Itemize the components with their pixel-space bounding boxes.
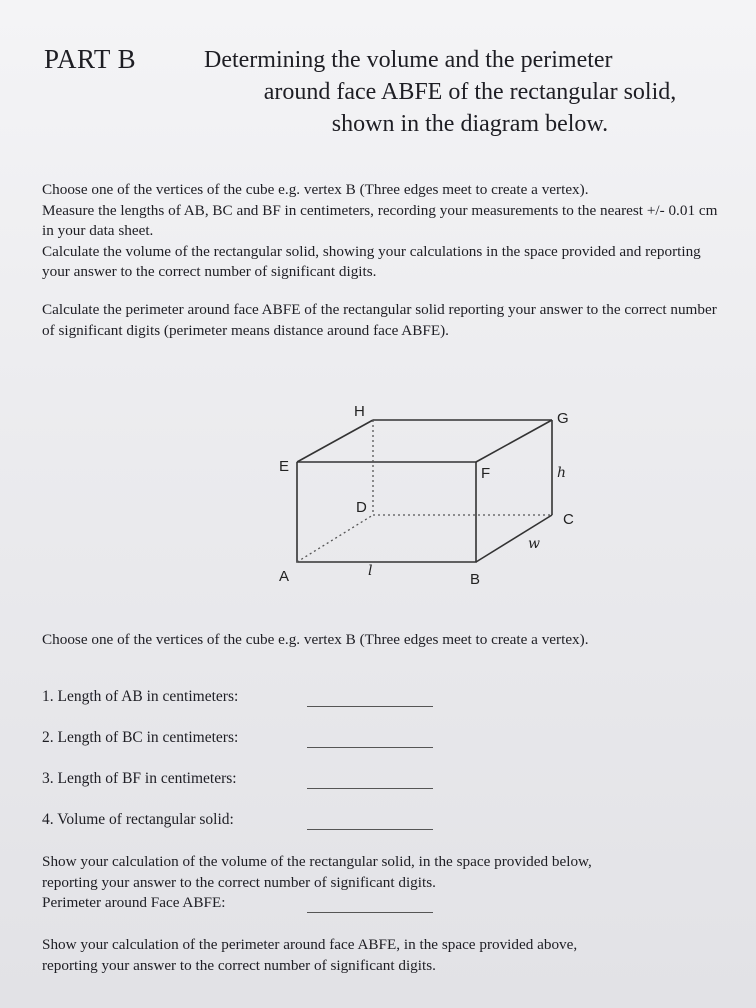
question-bf-length — [42, 770, 462, 811]
question-bc-length — [42, 729, 462, 770]
question-ab-length — [42, 688, 462, 729]
repeat-vertex-instruction: Choose one of the vertices of the cube e.g. vertex B (Three edges meet to create a vertex). — [42, 631, 589, 648]
edge-EH — [297, 420, 373, 462]
handwritten-height-label: h — [557, 465, 567, 481]
perimeter-note-line-1: Show your calculation of the perimeter around face ABFE, in the space provided above, — [42, 936, 578, 953]
instruction-volume: Calculate the volume of the rectangular solid, showing your calculations in the space provided and reporting your answer to the correct number of significant digits. — [42, 242, 701, 280]
answer-blank-bf[interactable] — [307, 788, 433, 789]
perimeter-note-line-2: reporting your answer to the correct number of significant digits. — [42, 956, 436, 974]
answer-blank-bc[interactable] — [307, 747, 433, 748]
part-label: PART B — [44, 44, 137, 74]
instructions-paragraph — [42, 180, 732, 283]
vertex-label-H: H — [354, 403, 365, 420]
answer-blank-ab[interactable] — [307, 706, 433, 707]
answer-blank-volume[interactable] — [307, 829, 433, 830]
rectangular-solid-diagram — [270, 396, 590, 596]
title-line-2: around face ABFE of the rectangular solid, — [263, 79, 677, 105]
answer-blank-perimeter[interactable] — [307, 912, 433, 913]
volume-note-line-1: Show your calculation of the volume of the rectangular solid, in the space provided below, — [42, 853, 592, 870]
edge-FG — [476, 420, 552, 462]
question-label: 3. Length of BF in centimeters: — [42, 770, 237, 787]
perimeter-instruction: Calculate the perimeter around face ABFE of the rectangular solid reporting your answer to the correct number of significant digits (perimeter means distance around face ABFE). — [42, 301, 717, 339]
hidden-edge-AD — [297, 515, 373, 562]
page-title — [200, 44, 740, 140]
vertex-label-B: B — [470, 571, 481, 588]
edge-BC — [476, 515, 552, 562]
perimeter-calculation-note — [42, 935, 732, 976]
instruction-measure: Measure the lengths of AB, BC and BF in centimeters, recording your measurements to the nearest +/- 0.01 cm in your data sheet. — [42, 201, 718, 239]
instruction-choose-vertex: Choose one of the vertices of the cube e.g. vertex B (Three edges meet to create a vertex). — [42, 181, 589, 198]
vertex-label-D: D — [356, 499, 367, 516]
volume-note-line-2: reporting your answer to the correct number of significant digits. — [42, 873, 436, 891]
vertex-label-C: C — [563, 511, 574, 528]
vertex-label-E: E — [279, 458, 290, 475]
question-label: 2. Length of BC in centimeters: — [42, 729, 239, 746]
vertex-label-A: A — [279, 568, 290, 585]
question-label: 1. Length of AB in centimeters: — [42, 688, 239, 705]
question-volume — [42, 811, 462, 852]
vertex-label-F: F — [481, 465, 491, 482]
perimeter-label: Perimeter around Face ABFE: — [42, 894, 226, 911]
vertex-label-G: G — [557, 410, 569, 427]
edge-front-face — [297, 462, 476, 562]
volume-calculation-note — [42, 852, 732, 914]
measurement-questions — [42, 688, 462, 852]
question-label: 4. Volume of rectangular solid: — [42, 811, 234, 828]
title-line-1: Determining the volume and the perimeter — [204, 47, 613, 73]
title-line-3: shown in the diagram below. — [331, 111, 609, 137]
handwritten-length-label: l — [368, 563, 373, 579]
handwritten-width-label: w — [528, 536, 540, 552]
